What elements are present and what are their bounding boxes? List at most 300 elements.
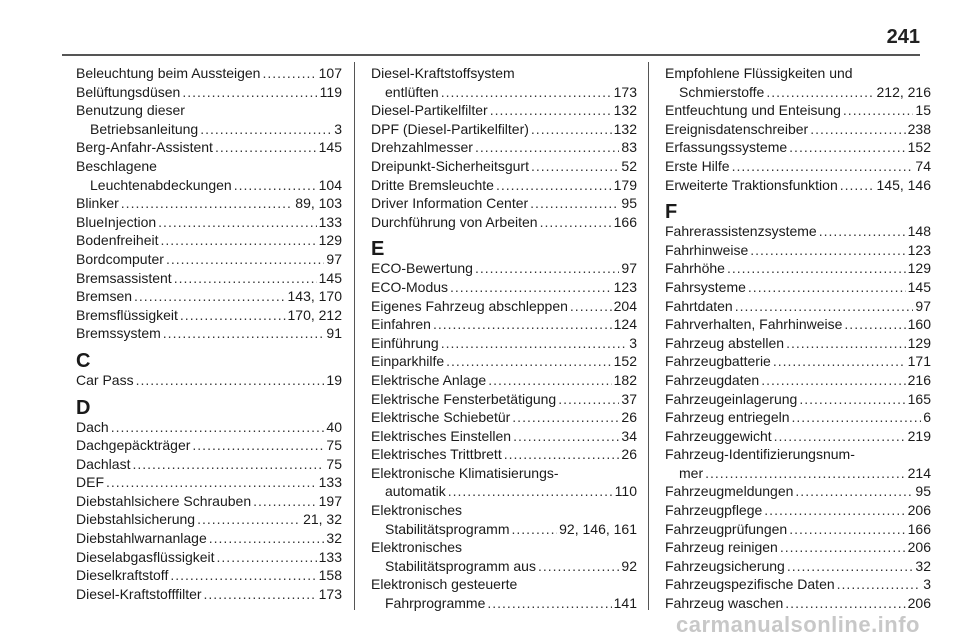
- index-entry-pages: 95: [621, 195, 637, 212]
- dot-leader: [253, 492, 317, 511]
- index-entry: [76, 529, 342, 548]
- index-entry-pages: 145: [318, 269, 342, 286]
- index-entry-label: Bordcomputer: [76, 250, 164, 267]
- index-entry: [371, 101, 637, 120]
- index-entry-label: Bodenfreiheit: [76, 232, 159, 249]
- index-entry: [371, 427, 637, 446]
- index-entry-pages: 3: [334, 120, 342, 137]
- index-entry-label: Fahrzeuggewicht: [665, 427, 772, 444]
- index-entry: [665, 315, 931, 334]
- index-entry-label: Fahrzeugsicherung: [665, 557, 785, 574]
- dot-leader: [785, 594, 905, 613]
- index-entry: [665, 352, 931, 371]
- index-entry-pages: 133: [318, 548, 342, 565]
- index-entry-pages: 166: [907, 520, 931, 537]
- index-entry-label: Ereignisdatenschreiber: [665, 120, 809, 137]
- index-entry-label: Blinker: [76, 195, 119, 212]
- index-entry-label: Fahrzeug waschen: [665, 595, 784, 612]
- index-entry-label: Elektrisches Einstellen: [371, 427, 512, 444]
- dot-leader: [512, 520, 558, 539]
- index-entry-pages: 219: [907, 427, 931, 444]
- dot-leader: [215, 138, 317, 157]
- dot-leader: [441, 83, 612, 102]
- index-entry: [665, 557, 931, 576]
- index-entry: [665, 427, 931, 446]
- index-entry: [665, 408, 931, 427]
- index-entry: [665, 176, 931, 195]
- index-letter-heading: D: [76, 396, 91, 419]
- index-entry-pages: 124: [613, 316, 637, 333]
- index-entry-pages: 158: [318, 567, 342, 584]
- index-entry: [665, 222, 931, 241]
- index-entry: [371, 83, 637, 102]
- index-entry-label: BlueInjection: [76, 213, 157, 230]
- index-entry-label: Elektrische Schiebetür: [371, 409, 511, 426]
- index-entry-label: Betriebsanleitung: [90, 120, 199, 137]
- index-entry-heading-line: Elektronische Klimatisierungs-: [371, 464, 559, 481]
- index-entry: [665, 575, 931, 594]
- index-entry: [76, 548, 342, 567]
- index-entry-pages: 206: [907, 539, 931, 556]
- index-entry-label: Dieselabgasflüssigkeit: [76, 548, 215, 565]
- dot-leader: [789, 520, 905, 539]
- index-entry-heading-line: Diesel-Kraftstoffsystem: [371, 65, 515, 81]
- index-entry-label: Beleuchtung beim Aussteigen: [76, 65, 261, 81]
- index-entry: [371, 408, 637, 427]
- index-entry: [371, 371, 637, 390]
- dot-leader: [158, 213, 316, 232]
- dot-leader: [121, 194, 293, 213]
- index-entry-pages: 143, 170: [287, 288, 342, 305]
- dot-leader: [132, 455, 324, 474]
- index-entry: [371, 176, 637, 195]
- dot-leader: [180, 306, 286, 325]
- index-entry-pages: 32: [915, 557, 931, 574]
- dot-leader: [735, 297, 914, 316]
- dot-leader: [787, 557, 914, 576]
- index-entry: [665, 297, 931, 316]
- dot-leader: [166, 250, 324, 269]
- index-entry-label: Fahrverhalten, Fahrhinweise: [665, 316, 843, 333]
- index-entry-pages: 119: [319, 83, 342, 100]
- index-entry-label: Fahrhinweise: [665, 241, 749, 258]
- index-entry-label: Elektrische Fensterbetätigung: [371, 390, 557, 407]
- index-entry-label: Einführung: [371, 334, 439, 351]
- index-entry: [76, 231, 342, 250]
- index-entry-label: Dach: [76, 418, 109, 435]
- index-entry-label: Bremsflüssigkeit: [76, 306, 178, 323]
- index-entry: [371, 297, 637, 316]
- index-entry-label: Fahrzeug abstellen: [665, 334, 785, 351]
- index-entry-label: Leuchtenabdeckungen: [90, 176, 232, 193]
- dot-leader: [197, 510, 301, 529]
- index-entry: [76, 120, 342, 139]
- dot-leader: [200, 120, 332, 139]
- index-entry: [371, 278, 637, 297]
- index-entry: [76, 138, 342, 157]
- index-entry-label: Dachlast: [76, 455, 131, 472]
- index-entry: [76, 371, 342, 390]
- index-entry-pages: 26: [621, 409, 637, 426]
- dot-leader: [262, 64, 316, 83]
- index-letter-heading: C: [76, 349, 91, 372]
- index-entry: [76, 492, 342, 511]
- dot-leader: [475, 138, 619, 157]
- index-entry: [76, 455, 342, 474]
- watermark: carmanualsonline.info: [676, 612, 920, 637]
- dot-leader: [504, 445, 620, 464]
- index-entry: [371, 352, 637, 371]
- dot-leader: [540, 213, 612, 232]
- index-entry-label: Diebstahlsichere Schrauben: [76, 492, 252, 509]
- index-entry-label: Durchführung von Arbeiten: [371, 213, 538, 230]
- index-entry-pages: 123: [907, 241, 931, 258]
- index-entry: [76, 269, 342, 288]
- index-entry-pages: 145: [318, 139, 342, 156]
- index-entry-pages: 110: [614, 483, 637, 500]
- index-entry-pages: 145: [907, 278, 931, 295]
- index-entry-pages: 179: [613, 176, 637, 193]
- index-entry: [76, 83, 342, 102]
- dot-leader: [732, 157, 914, 176]
- index-entry: [665, 101, 931, 120]
- index-entry: [371, 213, 637, 232]
- index-entry-label: Stabilitätsprogramm: [385, 520, 510, 537]
- dot-leader: [111, 418, 325, 437]
- dot-leader: [727, 259, 906, 278]
- dot-leader: [446, 352, 611, 371]
- index-entry: [76, 287, 342, 306]
- dot-leader: [774, 427, 906, 446]
- index-column-2: [371, 64, 637, 613]
- dot-leader: [487, 594, 611, 613]
- dot-leader: [217, 548, 317, 567]
- dot-leader: [789, 138, 905, 157]
- dot-leader: [475, 259, 619, 278]
- index-entry-pages: 238: [907, 120, 931, 137]
- index-entry: [665, 538, 931, 557]
- index-entry-pages: 216: [907, 371, 931, 388]
- index-entry-pages: 74: [915, 157, 931, 174]
- index-entry-pages: 52: [621, 157, 637, 174]
- index-entry: [371, 520, 637, 539]
- column-divider: [354, 62, 355, 610]
- index-entry-label: Bremsassistent: [76, 269, 172, 286]
- index-entry-pages: 133: [318, 474, 342, 491]
- dot-leader: [163, 324, 325, 343]
- dot-leader: [766, 83, 874, 102]
- index-entry-pages: 129: [907, 334, 931, 351]
- index-entry-pages: 206: [907, 595, 931, 612]
- dot-leader: [844, 315, 905, 334]
- index-entry-label: Dachgepäckträger: [76, 437, 191, 454]
- index-entry: [665, 390, 931, 409]
- index-entry-heading-line: Beschlagene: [76, 157, 157, 174]
- dot-leader: [136, 371, 325, 390]
- dot-leader: [496, 176, 612, 195]
- index-entry-label: Diesel-Kraftstofffilter: [76, 585, 202, 602]
- dot-leader: [705, 464, 906, 483]
- index-entry-pages: 129: [318, 232, 342, 249]
- dot-leader: [837, 575, 922, 594]
- index-entry-label: Driver Information Center: [371, 195, 529, 212]
- dot-leader: [512, 408, 619, 427]
- index-entry-pages: 160: [907, 316, 931, 333]
- dot-leader: [570, 297, 612, 316]
- index-entry: [665, 120, 931, 139]
- index-entry: [665, 278, 931, 297]
- index-entry-pages: 107: [318, 65, 342, 81]
- index-entry-label: Bremsen: [76, 288, 133, 305]
- index-entry: [371, 557, 637, 576]
- index-entry-pages: 182: [613, 371, 637, 388]
- index-entry-label: DPF (Diesel-Partikelfilter): [371, 120, 529, 137]
- index-entry-label: Fahrtdaten: [665, 297, 733, 314]
- index-entry: [665, 157, 931, 176]
- index-entry-label: automatik: [385, 483, 446, 500]
- index-entry-pages: 3: [923, 576, 931, 593]
- dot-leader: [792, 408, 922, 427]
- header-rule: [62, 54, 920, 56]
- index-entry-heading-line: Elektronisches: [371, 502, 463, 519]
- index-entry: [76, 324, 342, 343]
- index-entry: [76, 64, 342, 83]
- index-entry-label: Fahrsysteme: [665, 278, 746, 295]
- index-entry-label: Einfahren: [371, 316, 431, 333]
- index-entry-label: Diebstahlsicherung: [76, 511, 196, 528]
- dot-leader: [204, 585, 317, 604]
- dot-leader: [106, 473, 317, 492]
- index-entry: [76, 250, 342, 269]
- index-entry-pages: 197: [318, 492, 342, 509]
- index-entry-pages: 141: [613, 595, 637, 612]
- index-entry: [665, 83, 931, 102]
- index-entry-pages: 132: [613, 120, 637, 137]
- index-entry: [371, 157, 637, 176]
- index-entry-pages: 89, 103: [295, 195, 342, 212]
- index-entry-label: Dreipunkt-Sicherheitsgurt: [371, 157, 529, 174]
- index-entry-pages: 95: [915, 483, 931, 500]
- index-entry-pages: 123: [613, 278, 637, 295]
- index-entry-pages: 97: [326, 250, 342, 267]
- index-entry-pages: 170, 212: [287, 306, 342, 323]
- index-entry-label: Erweiterte Traktionsfunktion: [665, 176, 838, 193]
- index-entry-pages: 97: [915, 297, 931, 314]
- index-entry-pages: 6: [923, 409, 931, 426]
- index-entry: [76, 510, 342, 529]
- dot-leader: [786, 334, 906, 353]
- index-entry-pages: 173: [318, 585, 342, 602]
- dot-leader: [488, 371, 611, 390]
- index-entry-pages: 166: [613, 213, 637, 230]
- index-entry: [76, 194, 342, 213]
- index-entry-pages: 97: [621, 260, 637, 277]
- dot-leader: [558, 390, 619, 409]
- index-entry-pages: 148: [907, 223, 931, 240]
- dot-leader: [134, 287, 285, 306]
- index-entry-pages: 104: [318, 176, 342, 193]
- index-entry-pages: 75: [326, 455, 342, 472]
- dot-leader: [433, 315, 612, 334]
- index-entry-label: Car Pass: [76, 371, 134, 388]
- index-entry-heading-line: Empfohlene Flüssigkeiten und: [665, 65, 853, 81]
- index-column-3: [665, 64, 931, 613]
- index-entry-pages: 204: [613, 297, 637, 314]
- index-entry-label: Entfeuchtung und Enteisung: [665, 102, 841, 119]
- dot-leader: [780, 538, 906, 557]
- index-entry-pages: 34: [621, 427, 637, 444]
- dot-leader: [192, 436, 324, 455]
- index-entry-pages: 92: [621, 557, 637, 574]
- index-entry: [371, 390, 637, 409]
- index-entry-label: Fahrprogramme: [385, 595, 486, 612]
- index-entry-label: Erste Hilfe: [665, 157, 730, 174]
- index-entry-pages: 3: [629, 334, 637, 351]
- dot-leader: [750, 241, 905, 260]
- index-entry: [371, 482, 637, 501]
- index-entry: [665, 501, 931, 520]
- index-entry-heading-line: Fahrzeug-Identifizierungsnum-: [665, 446, 855, 463]
- index-letter-heading: E: [371, 238, 385, 261]
- index-entry-pages: 83: [621, 139, 637, 156]
- index-entry-pages: 145, 146: [876, 176, 931, 193]
- dot-leader: [810, 120, 905, 139]
- index-entry-label: Elektrische Anlage: [371, 371, 487, 388]
- index-entry-label: Eigenes Fahrzeug abschleppen: [371, 297, 568, 314]
- index-entry: [371, 259, 637, 278]
- index-entry-pages: 206: [907, 502, 931, 519]
- index-entry-pages: 214: [907, 464, 931, 481]
- index-entry: [371, 334, 637, 353]
- index-entry-label: mer: [679, 464, 704, 481]
- index-entry-pages: 75: [326, 437, 342, 454]
- index-entry-pages: 32: [326, 530, 342, 547]
- index-entry: [665, 464, 931, 483]
- index-entry: [371, 120, 637, 139]
- index-entry: [76, 585, 342, 604]
- dot-leader: [795, 482, 913, 501]
- index-entry: [371, 315, 637, 334]
- dot-leader: [448, 482, 613, 501]
- index-entry-pages: 37: [621, 390, 637, 407]
- index-entry: [76, 473, 342, 492]
- index-entry-pages: 15: [915, 102, 931, 119]
- index-entry: [76, 176, 342, 195]
- index-letter-heading: F: [665, 201, 678, 224]
- index-entry-label: Fahrerassistenzsysteme: [665, 223, 817, 240]
- index-entry: [76, 306, 342, 325]
- dot-leader: [513, 427, 619, 446]
- dot-leader: [490, 101, 612, 120]
- index-entry: [76, 418, 342, 437]
- index-entry-label: Diesel-Partikelfilter: [371, 102, 488, 119]
- index-entry: [371, 138, 637, 157]
- index-entry-label: Fahrzeug reinigen: [665, 539, 778, 556]
- index-entry-heading-line: Elektronisches: [371, 539, 463, 556]
- index-entry-label: Elektrisches Trittbrett: [371, 446, 502, 463]
- index-entry-pages: 26: [621, 446, 637, 463]
- index-entry-pages: 152: [613, 353, 637, 370]
- index-entry: [76, 213, 342, 232]
- index-entry-pages: 21, 32: [303, 511, 342, 528]
- index-entry-label: Fahrzeugspezifische Daten: [665, 576, 835, 593]
- dot-leader: [531, 157, 619, 176]
- dot-leader: [538, 557, 619, 576]
- index-entry-label: Schmierstoffe: [679, 83, 765, 100]
- index-entry: [76, 566, 342, 585]
- index-entry: [665, 241, 931, 260]
- index-entry-pages: 19: [326, 371, 342, 388]
- index-entry-pages: 92, 146, 161: [559, 520, 637, 537]
- index-entry-pages: 171: [907, 353, 931, 370]
- index-entry-label: Drehzahlmesser: [371, 139, 473, 156]
- dot-leader: [748, 278, 906, 297]
- index-entry-label: Fahrzeugprüfungen: [665, 520, 788, 537]
- index-entry-label: Erfassungssysteme: [665, 139, 788, 156]
- index-entry: [665, 334, 931, 353]
- dot-leader: [234, 176, 317, 195]
- index-entry: [371, 194, 637, 213]
- index-entry-pages: 173: [613, 83, 637, 100]
- dot-leader: [840, 176, 875, 195]
- dot-leader: [161, 231, 317, 250]
- index-entry-label: Dieselkraftstoff: [76, 567, 169, 584]
- index-entry-label: Fahrzeugbatterie: [665, 353, 771, 370]
- dot-leader: [450, 278, 612, 297]
- index-entry: [665, 482, 931, 501]
- index-entry-label: Dritte Bremsleuchte: [371, 176, 494, 193]
- index-entry-pages: 91: [326, 325, 342, 342]
- dot-leader: [819, 222, 906, 241]
- dot-leader: [761, 371, 905, 390]
- column-divider: [648, 62, 649, 610]
- index-entry-label: Fahrzeugmeldungen: [665, 483, 794, 500]
- dot-leader: [209, 529, 325, 548]
- dot-leader: [843, 101, 914, 120]
- index-entry-label: Fahrhöhe: [665, 260, 725, 277]
- index-column-1: [76, 64, 342, 603]
- index-entry-pages: 40: [326, 418, 342, 435]
- index-entry: [665, 371, 931, 390]
- index-entry-pages: 133: [318, 213, 342, 230]
- dot-leader: [773, 352, 906, 371]
- page-number: 241: [886, 26, 920, 48]
- dot-leader: [531, 120, 612, 139]
- index-entry: [371, 594, 637, 613]
- index-entry-heading-line: Elektronisch gesteuerte: [371, 576, 518, 593]
- index-entry-label: ECO-Modus: [371, 278, 449, 295]
- index-entry: [665, 594, 931, 613]
- index-entry-label: Bremssystem: [76, 325, 161, 342]
- dot-leader: [764, 501, 905, 520]
- index-entry: [665, 138, 931, 157]
- index-entry-label: Belüftungsdüsen: [76, 83, 181, 100]
- dot-leader: [174, 269, 317, 288]
- index-entry-label: Fahrzeugpflege: [665, 502, 763, 519]
- index-entry-label: Stabilitätsprogramm aus: [385, 557, 536, 574]
- index-entry-label: Fahrzeugdaten: [665, 371, 760, 388]
- index-entry: [665, 259, 931, 278]
- index-entry-pages: 129: [907, 260, 931, 277]
- index-entry-pages: 165: [907, 390, 931, 407]
- index-entry: [371, 445, 637, 464]
- index-entry-label: DEF: [76, 474, 104, 491]
- index-entry-pages: 132: [613, 102, 637, 119]
- index-entry-heading-line: Benutzung dieser: [76, 102, 185, 119]
- dot-leader: [170, 566, 316, 585]
- index-entry: [665, 520, 931, 539]
- index-entry-label: Fahrzeugeinlagerung: [665, 390, 798, 407]
